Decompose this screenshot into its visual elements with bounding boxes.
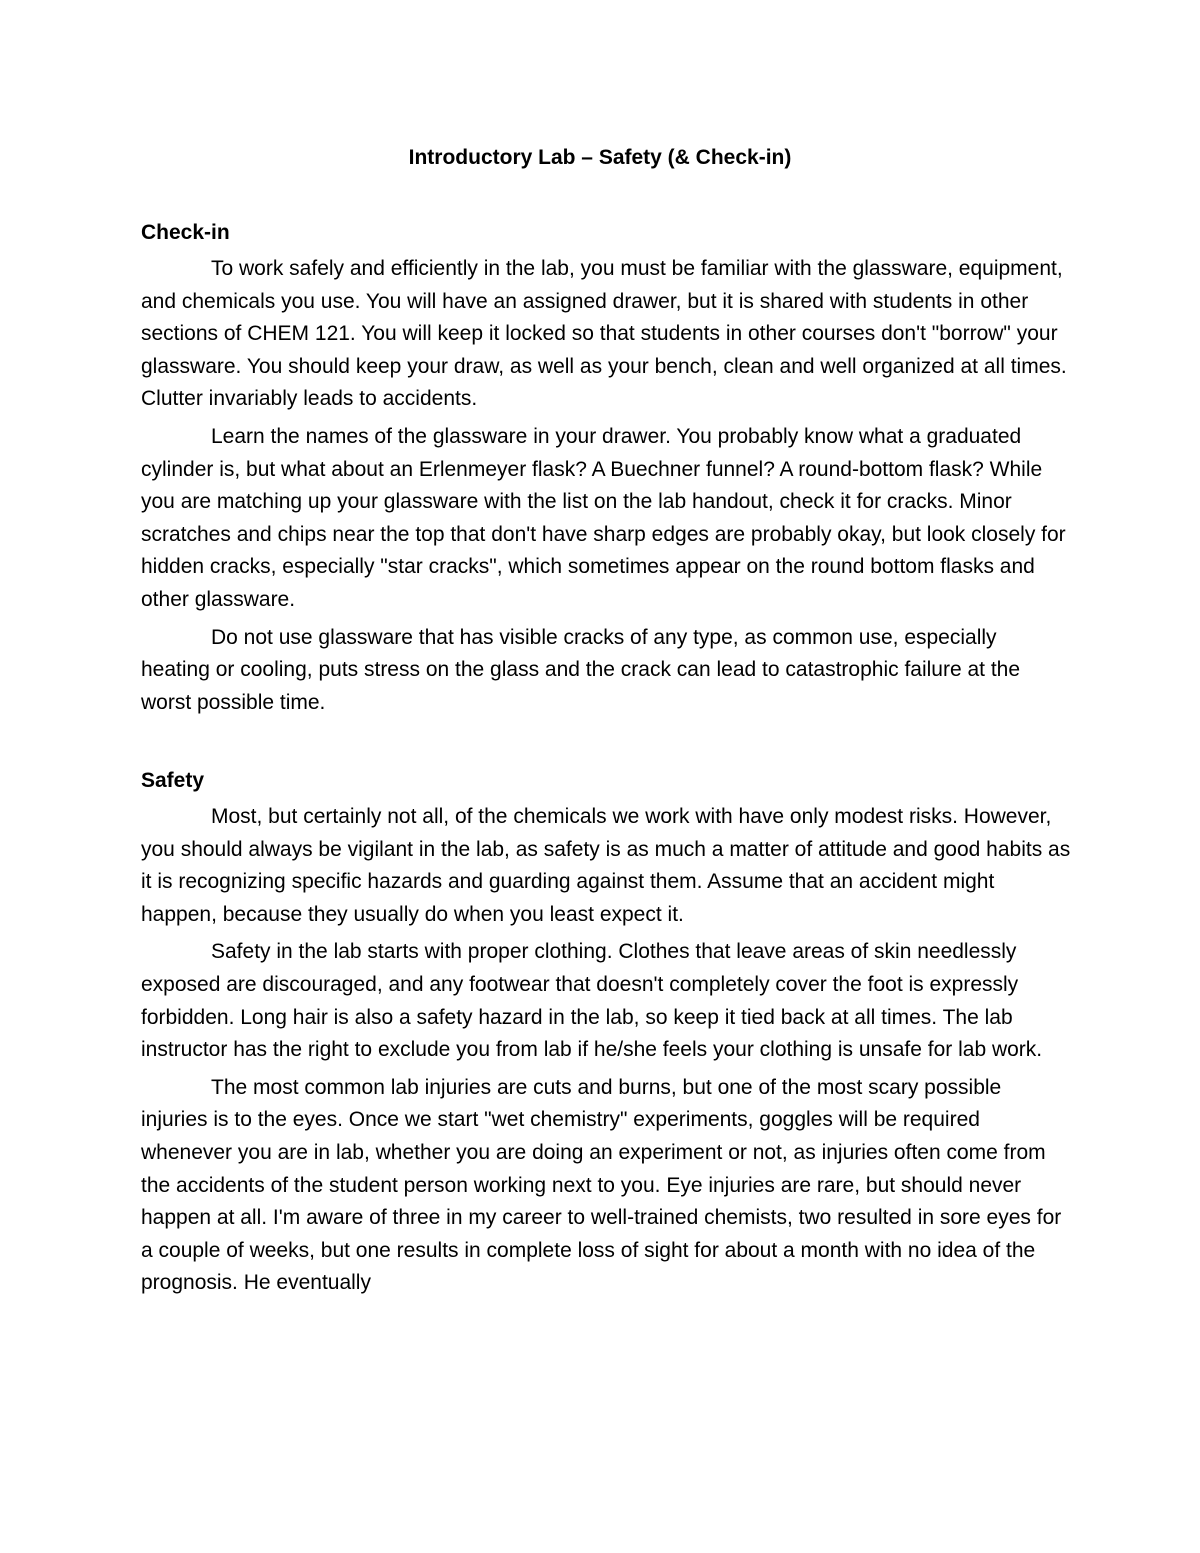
paragraph: To work safely and efficiently in the lab, you must be familiar with the glassware, equipment, and chemicals you use. You will have an assigned drawer, but it is shared with students in other sections of CHEM 121. You will keep it locked so that students in other courses don't "borrow" your glassware. You should keep your draw, as well as your bench, clean and well organized at all times. Clutter invariably leads to accidents. [141, 257, 1067, 411]
section-safety [141, 766, 1071, 1305]
paragraph: The most common lab injuries are cuts and burns, but one of the most scary possible injuries is to the eyes. Once we start "wet chemistry" experiments, goggles will be required whenever you are in lab, whether you are doing an experiment or not, as injuries often come from the accidents of the student person working next to you. Eye injuries are rare, but should never happen at all. I'm aware of three in my career to well-trained chemists, two resulted in sore eyes for a couple of weeks, but one results in complete loss of sight for about a month with no idea of the prognosis. He eventually [141, 1075, 1062, 1295]
document-title: Introductory Lab – Safety (& Check-in) [408, 146, 792, 169]
section-heading-safety: Safety [141, 769, 205, 792]
paragraph: Do not use glassware that has visible cracks of any type, as common use, especially heating or cooling, puts stress on the glass and the crack can lead to catastrophic failure at the worst possible time. [141, 625, 1021, 714]
paragraph: Learn the names of the glassware in your drawer. You probably know what a graduated cylinder is, but what about an Erlenmeyer flask? A Buechner funnel? A round-bottom flask? While you are matching up your glassware with the list on the lab handout, check it for cracks. Minor scratches and chips near the top that don't have sharp edges are probably okay, but look closely for hidden cracks, especially "star cracks", which sometimes appear on the round bottom flasks and other glassware. [141, 424, 1066, 611]
section-heading-check-in: Check-in [141, 221, 230, 244]
paragraph: Most, but certainly not all, of the chemicals we work with have only modest risks. However, you should always be vigilant in the lab, as safety is as much a matter of attitude and good habits as it is recognizing specific hazards and guarding against them. Assume that an accident might happen, because they usually do when you least expect it. [141, 805, 1071, 926]
paragraph: Safety in the lab starts with proper clothing. Clothes that leave areas of skin needlessly exposed are discouraged, and any footwear that doesn't completely cover the foot is expressly forbidden. Long hair is also a safety hazard in the lab, so keep it tied back at all times. The lab instructor has the right to exclude you from lab if he/she feels your clothing is unsafe for lab work. [141, 940, 1043, 1062]
section-check-in [141, 218, 1071, 724]
